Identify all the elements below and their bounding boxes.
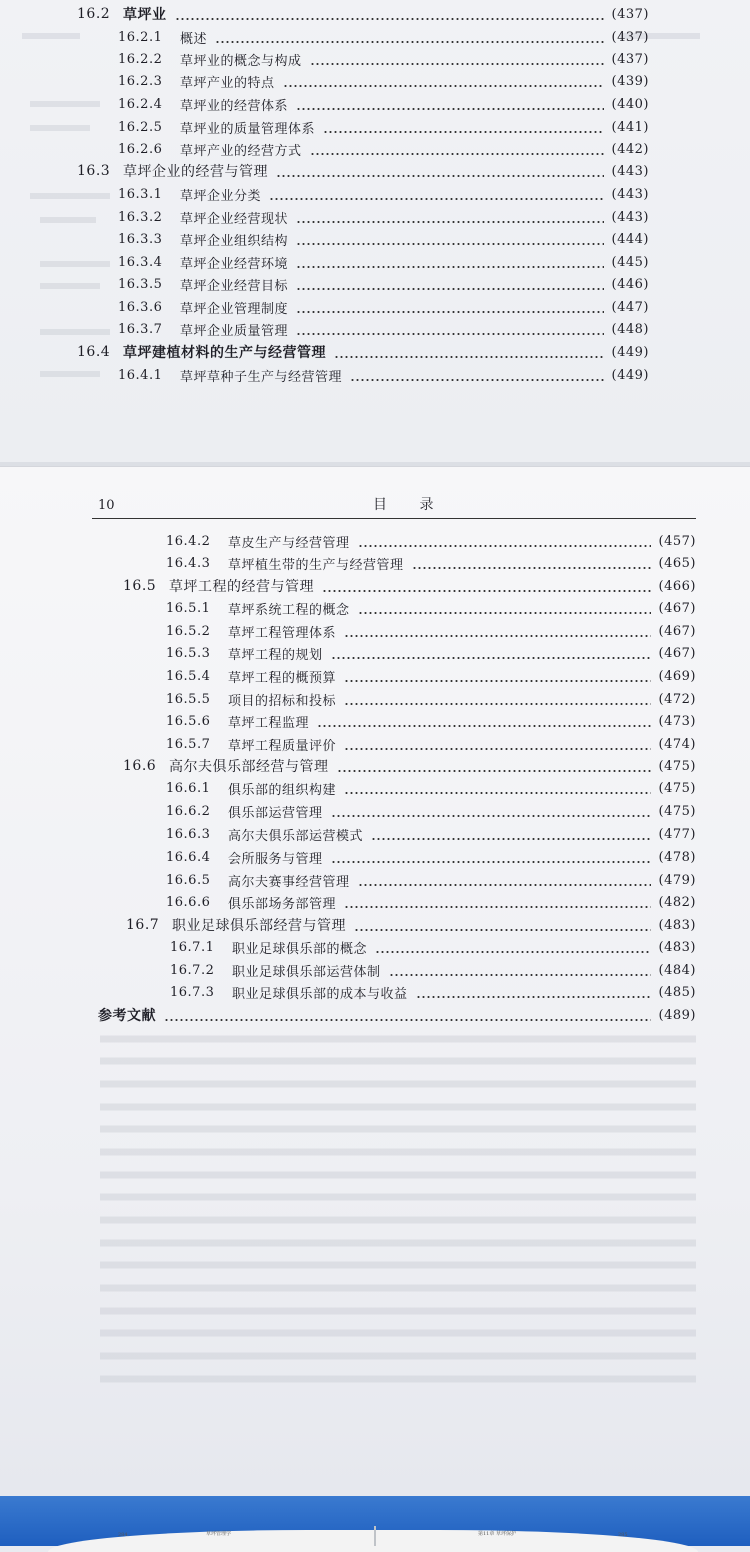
toc-entry-16-3-2[interactable] [118, 206, 649, 228]
page-ref: (475) [658, 803, 696, 819]
page-ref: (448) [611, 321, 649, 337]
leader-dots [337, 760, 651, 773]
section-number: 16.5.3 [166, 645, 211, 661]
section-title: 高尔夫赛事经营管理 [228, 874, 350, 890]
toc-entry-16-7-2[interactable] [170, 959, 696, 981]
leader-dots [296, 233, 604, 246]
section-title: 草坪工程质量评价 [228, 738, 337, 754]
section-number: 16.2.4 [118, 96, 163, 112]
toc-entry-16-3-4[interactable] [118, 251, 649, 273]
toc-entry-16-5-5[interactable] [166, 688, 696, 710]
page-ref: (467) [658, 623, 696, 639]
section-title: 草坪企业经营目标 [180, 278, 289, 294]
section-title: 项目的招标和投标 [228, 693, 337, 709]
section-number: 16.5.1 [166, 600, 211, 616]
section-title: 草坪企业经营现状 [180, 211, 289, 227]
section-number: 16.6.2 [166, 803, 211, 819]
toc-entry-16-2-1[interactable] [118, 26, 649, 48]
toc-entry-16-2-6[interactable] [118, 138, 649, 160]
toc-entry-16-7-3[interactable] [170, 981, 696, 1003]
toc-entry-references[interactable] [98, 1004, 696, 1026]
page-ref: (467) [658, 600, 696, 616]
leader-dots [358, 602, 651, 615]
page-number: 10 [98, 498, 115, 513]
page-ref: (446) [611, 276, 649, 292]
section-number: 16.2.2 [118, 51, 163, 67]
page-ref: (445) [611, 254, 649, 270]
section-number: 16.5.5 [166, 691, 211, 707]
section-title: 高尔夫俱乐部经营与管理 [169, 759, 329, 775]
section-number: 16.6.4 [166, 849, 211, 865]
leader-dots [331, 805, 651, 818]
section-number: 16.3.5 [118, 276, 163, 292]
section-number: 16.3.7 [118, 321, 163, 337]
section-title: 草坪业的质量管理体系 [180, 121, 316, 137]
photo-right-page-header: 第11章 草坪保护 [478, 1531, 516, 1537]
page-ref: (483) [658, 917, 696, 933]
section-title: 俱乐部场务部管理 [228, 896, 337, 912]
toc-entry-16-2[interactable] [77, 3, 649, 25]
toc-entry-16-4-2[interactable] [166, 530, 696, 552]
leader-dots [344, 896, 651, 909]
page-ref: (449) [611, 367, 649, 383]
leader-dots [296, 256, 604, 269]
section-title: 概述 [180, 31, 208, 47]
section-title: 职业足球俱乐部经营与管理 [172, 918, 346, 934]
page-ref: (467) [658, 645, 696, 661]
toc-entry-16-6-2[interactable] [166, 800, 696, 822]
section-number: 16.2 [77, 6, 111, 22]
page-ref: (466) [658, 578, 696, 594]
leader-dots [175, 8, 604, 21]
toc-entry-16-4-3[interactable] [166, 552, 696, 574]
section-number: 16.5 [123, 578, 157, 594]
leader-dots [310, 143, 604, 156]
toc-entry-16-4-1[interactable] [118, 364, 649, 386]
section-title: 草坪产业的经营方式 [180, 143, 302, 159]
section-title: 参考文献 [98, 1008, 156, 1024]
running-head [0, 494, 750, 518]
leader-dots [358, 535, 651, 548]
page-ref: (439) [611, 73, 649, 89]
page-ref: (442) [611, 141, 649, 157]
section-number: 16.3 [77, 163, 111, 179]
section-title: 职业足球俱乐部的概念 [232, 941, 368, 957]
toc-entry-16-3-5[interactable] [118, 273, 649, 295]
leader-dots [350, 369, 604, 382]
section-number: 16.3.2 [118, 209, 163, 225]
section-title: 草坪企业管理制度 [180, 301, 289, 317]
book-spine [374, 1526, 376, 1546]
page-ref: (441) [611, 119, 649, 135]
toc-entry-16-3[interactable] [77, 160, 649, 182]
section-title: 草坪工程的经营与管理 [169, 579, 314, 595]
leader-dots [344, 670, 651, 683]
leader-dots [283, 75, 604, 88]
section-number: 16.7 [126, 917, 160, 933]
toc-entry-16-6-6[interactable] [166, 891, 696, 913]
page-ref: (483) [658, 939, 696, 955]
toc-entry-16-3-7[interactable] [118, 318, 649, 340]
section-number: 16.5.4 [166, 668, 211, 684]
section-number: 16.6.5 [166, 872, 211, 888]
leader-dots [276, 165, 604, 178]
page-ref: (449) [611, 344, 649, 360]
section-title: 草坪企业的经营与管理 [123, 164, 268, 180]
section-number: 16.5.6 [166, 713, 211, 729]
section-title: 俱乐部运营管理 [228, 805, 323, 821]
section-title: 俱乐部的组织构建 [228, 782, 337, 798]
page-ref: (479) [658, 872, 696, 888]
section-title: 草坪植生带的生产与经营管理 [228, 557, 404, 573]
leader-dots [371, 828, 651, 841]
section-number: 16.4.1 [118, 367, 163, 383]
section-number: 16.4.2 [166, 533, 211, 549]
toc-entry-16-2-5[interactable] [118, 116, 649, 138]
toc-entry-16-5[interactable] [123, 575, 696, 597]
leader-dots [310, 53, 604, 66]
section-number: 16.2.6 [118, 141, 163, 157]
section-number: 16.3.1 [118, 186, 163, 202]
section-number: 16.6.6 [166, 894, 211, 910]
section-number: 16.6.1 [166, 780, 211, 796]
leader-dots [344, 693, 651, 706]
page-ref: (484) [658, 962, 696, 978]
page-ref: (482) [658, 894, 696, 910]
toc-entry-16-2-3[interactable] [118, 70, 649, 92]
toc-entry-16-3-6[interactable] [118, 296, 649, 318]
page-ref: (443) [611, 186, 649, 202]
photo-left-page-header: 草坪管理学 [206, 1531, 232, 1537]
section-number: 16.3.6 [118, 299, 163, 315]
leader-dots [164, 1009, 651, 1022]
toc-entry-16-6[interactable] [123, 755, 696, 777]
section-number: 16.3.3 [118, 231, 163, 247]
leader-dots [354, 919, 651, 932]
leader-dots [344, 738, 651, 751]
toc-entry-16-7-1[interactable] [170, 936, 696, 958]
section-title: 草坪业的经营体系 [180, 98, 289, 114]
section-title: 草坪工程管理体系 [228, 625, 337, 641]
section-number: 16.3.4 [118, 254, 163, 270]
leader-dots [296, 278, 604, 291]
section-number: 16.6 [123, 758, 157, 774]
leader-dots [344, 782, 651, 795]
section-number: 16.4.3 [166, 555, 211, 571]
toc-entry-16-6-3[interactable] [166, 823, 696, 845]
section-number: 16.5.2 [166, 623, 211, 639]
leader-dots [331, 851, 651, 864]
page-ref: (477) [658, 826, 696, 842]
section-title: 草坪业的概念与构成 [180, 53, 302, 69]
section-title: 草坪企业组织结构 [180, 233, 289, 249]
leader-dots [215, 31, 604, 44]
leader-dots [331, 647, 651, 660]
page-ref: (437) [611, 51, 649, 67]
toc-entry-16-3-3[interactable] [118, 228, 649, 250]
section-title: 草坪产业的特点 [180, 75, 275, 91]
section-title: 草坪建植材料的生产与经营管理 [123, 345, 326, 361]
toc-entry-16-5-3[interactable] [166, 642, 696, 664]
section-number: 16.2.1 [118, 29, 163, 45]
toc-entry-16-6-1[interactable] [166, 777, 696, 799]
toc-entry-16-6-4[interactable] [166, 846, 696, 868]
section-title: 草坪草种子生产与经营管理 [180, 369, 343, 385]
page-ref: (457) [658, 533, 696, 549]
section-number: 16.2.3 [118, 73, 163, 89]
section-title: 高尔夫俱乐部运营模式 [228, 828, 364, 844]
section-title: 草坪工程监理 [228, 715, 310, 731]
leader-dots [296, 98, 604, 111]
leader-dots [296, 211, 604, 224]
section-number: 16.5.7 [166, 736, 211, 752]
section-number: 16.6.3 [166, 826, 211, 842]
page-ref: (444) [611, 231, 649, 247]
section-title: 草坪工程的概预算 [228, 670, 337, 686]
section-title: 职业足球俱乐部的成本与收益 [232, 986, 408, 1002]
toc-entry-16-4[interactable] [77, 341, 649, 363]
page-ref: (443) [611, 209, 649, 225]
page-ref: (475) [658, 780, 696, 796]
page-ref: (443) [611, 163, 649, 179]
toc-entry-16-2-4[interactable] [118, 93, 649, 115]
leader-dots [358, 874, 651, 887]
leader-dots [344, 625, 651, 638]
page-ref: (465) [658, 555, 696, 571]
section-number: 16.4 [77, 344, 111, 360]
page-ref: (478) [658, 849, 696, 865]
toc-entry-16-2-2[interactable] [118, 48, 649, 70]
leader-dots [322, 580, 651, 593]
running-title: 目 录 [373, 497, 448, 513]
leader-dots [416, 986, 651, 999]
page-ref: (474) [658, 736, 696, 752]
section-title: 会所服务与管理 [228, 851, 323, 867]
page-ref: (489) [658, 1007, 696, 1023]
toc-entry-16-3-1[interactable] [118, 183, 649, 205]
leader-dots [296, 301, 604, 314]
toc-entry-16-5-4[interactable] [166, 665, 696, 687]
section-number: 16.7.1 [170, 939, 215, 955]
leader-dots [375, 941, 651, 954]
page-ref: (437) [611, 6, 649, 22]
toc-entry-16-6-5[interactable] [166, 869, 696, 891]
page-ref: (475) [658, 758, 696, 774]
section-title: 草坪企业分类 [180, 188, 262, 204]
toc-entry-16-5-2[interactable] [166, 620, 696, 642]
section-title: 草坪工程的规划 [228, 647, 323, 663]
section-title: 草坪业 [123, 7, 167, 23]
toc-entry-16-7[interactable] [126, 914, 696, 936]
page-ref: (437) [611, 29, 649, 45]
toc-entry-16-5-1[interactable] [166, 597, 696, 619]
leader-dots [389, 964, 651, 977]
page-ref: (469) [658, 668, 696, 684]
section-number: 16.2.5 [118, 119, 163, 135]
leader-dots [269, 188, 604, 201]
section-title: 草皮生产与经营管理 [228, 535, 350, 551]
page-ref: (473) [658, 713, 696, 729]
section-title: 草坪企业质量管理 [180, 323, 289, 339]
page-ref: (440) [611, 96, 649, 112]
section-title: 职业足球俱乐部运营体制 [232, 964, 381, 980]
page-ref: (472) [658, 691, 696, 707]
page-ref: (485) [658, 984, 696, 1000]
toc-entry-16-5-7[interactable] [166, 733, 696, 755]
toc-entry-16-5-6[interactable] [166, 710, 696, 732]
leader-dots [334, 346, 604, 359]
leader-dots [296, 323, 604, 336]
section-number: 16.7.2 [170, 962, 215, 978]
leader-dots [412, 557, 651, 570]
photo-left-page-number: 284 [118, 1532, 128, 1538]
photo-right-page-number: 285 [618, 1532, 628, 1538]
section-title: 草坪企业经营环境 [180, 256, 289, 272]
section-number: 16.7.3 [170, 984, 215, 1000]
page-ref: (447) [611, 299, 649, 315]
leader-dots [317, 715, 651, 728]
section-title: 草坪系统工程的概念 [228, 602, 350, 618]
header-rule [92, 518, 696, 519]
leader-dots [323, 121, 604, 134]
